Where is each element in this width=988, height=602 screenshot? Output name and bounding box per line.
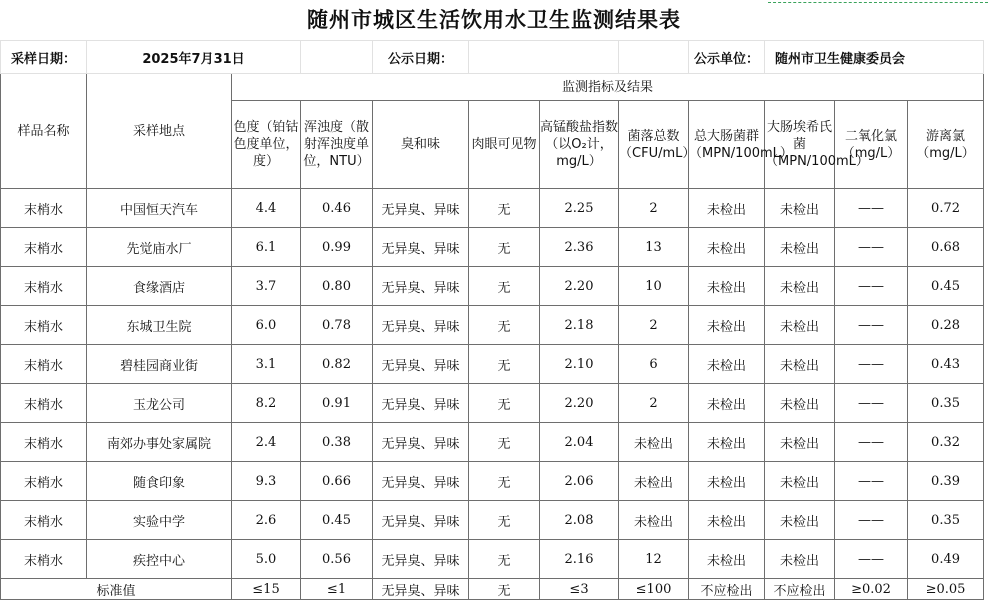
cell-visible-matter: 无 [469,462,540,501]
cell-colony-count: 6 [619,345,689,384]
cell-odor: 无异臭、异味 [373,267,469,306]
cell-location: 玉龙公司 [87,384,232,423]
cell-free-chlorine: 0.32 [908,423,984,462]
standard-value: ≤15 [232,579,301,600]
cell-total-coliforms: 未检出 [689,228,765,267]
header-indicator-free-chlorine: 游离氯（mg/L） [908,101,984,189]
table-row [1,423,984,462]
cell-free-chlorine: 0.43 [908,345,984,384]
cell-turbidity: 0.82 [301,345,373,384]
cell-permanganate: 2.20 [540,384,619,423]
cell-free-chlorine: 0.68 [908,228,984,267]
cell-color: 2.4 [232,423,301,462]
publish-unit-label: 公示单位： [689,41,765,74]
publish-date-label: 公示日期： [373,41,469,74]
cell-chlorine-dioxide: —— [835,423,908,462]
cell-turbidity: 0.38 [301,423,373,462]
cell-total-coliforms: 未检出 [689,306,765,345]
standard-value: 不应检出 [765,579,835,600]
cell-color: 5.0 [232,540,301,579]
data-rows [1,189,984,579]
cell-odor: 无异臭、异味 [373,540,469,579]
table-row [1,267,984,306]
cell-color: 6.1 [232,228,301,267]
cell-location: 实验中学 [87,501,232,540]
cell-colony-count: 13 [619,228,689,267]
cell-e-coli: 未检出 [765,345,835,384]
cell-sample-name: 末梢水 [1,384,87,423]
cell-total-coliforms: 未检出 [689,423,765,462]
table-row [1,306,984,345]
cell-e-coli: 未检出 [765,501,835,540]
cell-e-coli: 未检出 [765,384,835,423]
standard-label: 标准值 [1,579,232,600]
cell-visible-matter: 无 [469,267,540,306]
cell-permanganate: 2.10 [540,345,619,384]
cell-e-coli: 未检出 [765,306,835,345]
standard-value: ≤3 [540,579,619,600]
standard-value: ≥0.05 [908,579,984,600]
cell-turbidity: 0.56 [301,540,373,579]
cell-colony-count: 未检出 [619,462,689,501]
table-row [1,540,984,579]
cell-total-coliforms: 未检出 [689,267,765,306]
cell-free-chlorine: 0.39 [908,462,984,501]
standard-value: 不应检出 [689,579,765,600]
table-row [1,189,984,228]
cell-free-chlorine: 0.35 [908,384,984,423]
table-row [1,501,984,540]
header-group-row [1,74,984,101]
cell-permanganate: 2.06 [540,462,619,501]
cell-location: 先觉庙水厂 [87,228,232,267]
cell-visible-matter: 无 [469,540,540,579]
cell-total-coliforms: 未检出 [689,189,765,228]
cell-chlorine-dioxide: —— [835,306,908,345]
cell-color: 3.1 [232,345,301,384]
cell-visible-matter: 无 [469,501,540,540]
cell-permanganate: 2.25 [540,189,619,228]
standard-value: 无 [469,579,540,600]
cell-e-coli: 未检出 [765,540,835,579]
cell-color: 2.6 [232,501,301,540]
cell-color: 4.4 [232,189,301,228]
cell-free-chlorine: 0.72 [908,189,984,228]
cell-visible-matter: 无 [469,306,540,345]
info-empty-cell [301,41,373,74]
cell-e-coli: 未检出 [765,228,835,267]
cell-permanganate: 2.36 [540,228,619,267]
cell-location: 南郊办事处家属院 [87,423,232,462]
standard-value: ≤1 [301,579,373,600]
cell-sample-name: 末梢水 [1,267,87,306]
standard-value: ≤100 [619,579,689,600]
cell-location: 食缘酒店 [87,267,232,306]
cell-permanganate: 2.04 [540,423,619,462]
cell-sample-name: 末梢水 [1,462,87,501]
cell-e-coli: 未检出 [765,462,835,501]
cell-chlorine-dioxide: —— [835,501,908,540]
publish-unit-value: 随州市卫生健康委员会 [765,41,984,74]
cell-total-coliforms: 未检出 [689,384,765,423]
cell-odor: 无异臭、异味 [373,228,469,267]
table-row [1,228,984,267]
cell-color: 9.3 [232,462,301,501]
cell-visible-matter: 无 [469,384,540,423]
cell-free-chlorine: 0.45 [908,267,984,306]
cell-chlorine-dioxide: —— [835,228,908,267]
cell-location: 中国恒天汽车 [87,189,232,228]
cell-sample-name: 末梢水 [1,189,87,228]
header-indicator-permanganate: 高锰酸盐指数（以O₂计，mg/L） [540,101,619,189]
cell-location: 东城卫生院 [87,306,232,345]
header-indicator-group: 监测指标及结果 [232,74,984,101]
cell-turbidity: 0.91 [301,384,373,423]
cell-permanganate: 2.20 [540,267,619,306]
cell-total-coliforms: 未检出 [689,345,765,384]
cell-visible-matter: 无 [469,423,540,462]
header-location: 采样地点 [87,74,232,189]
info-row [1,41,984,74]
cell-location: 疾控中心 [87,540,232,579]
cell-chlorine-dioxide: —— [835,384,908,423]
cell-chlorine-dioxide: —— [835,462,908,501]
header-indicator-turbidity: 浑浊度（散射浑浊度单位，NTU） [301,101,373,189]
cell-colony-count: 未检出 [619,423,689,462]
info-empty-cell [619,41,689,74]
cell-turbidity: 0.99 [301,228,373,267]
header-sample-name: 样品名称 [1,74,87,189]
cell-color: 6.0 [232,306,301,345]
table-row [1,345,984,384]
cell-visible-matter: 无 [469,228,540,267]
cell-free-chlorine: 0.49 [908,540,984,579]
cell-color: 3.7 [232,267,301,306]
cell-odor: 无异臭、异味 [373,501,469,540]
cell-total-coliforms: 未检出 [689,540,765,579]
cell-chlorine-dioxide: —— [835,189,908,228]
cell-odor: 无异臭、异味 [373,345,469,384]
report-title: 随州市城区生活饮用水卫生监测结果表 [307,7,681,32]
cell-colony-count: 未检出 [619,501,689,540]
cell-e-coli: 未检出 [765,189,835,228]
cell-sample-name: 末梢水 [1,228,87,267]
cell-turbidity: 0.45 [301,501,373,540]
standard-value: ≥0.02 [835,579,908,600]
cell-permanganate: 2.18 [540,306,619,345]
cell-sample-name: 末梢水 [1,345,87,384]
cell-visible-matter: 无 [469,345,540,384]
cell-location: 随食印象 [87,462,232,501]
cell-free-chlorine: 0.35 [908,501,984,540]
header-indicator-colony-count: 菌落总数（CFU/mL） [619,101,689,189]
cell-color: 8.2 [232,384,301,423]
header-indicator-odor: 臭和味 [373,101,469,189]
cell-turbidity: 0.46 [301,189,373,228]
cell-selection-marker [768,0,988,3]
cell-odor: 无异臭、异味 [373,384,469,423]
cell-odor: 无异臭、异味 [373,423,469,462]
cell-total-coliforms: 未检出 [689,501,765,540]
cell-visible-matter: 无 [469,189,540,228]
cell-odor: 无异臭、异味 [373,462,469,501]
cell-turbidity: 0.78 [301,306,373,345]
cell-sample-name: 末梢水 [1,423,87,462]
header-indicator-color: 色度（铂钴色度单位，度） [232,101,301,189]
cell-colony-count: 2 [619,189,689,228]
cell-permanganate: 2.16 [540,540,619,579]
cell-colony-count: 12 [619,540,689,579]
cell-turbidity: 0.66 [301,462,373,501]
header-indicator-visible-matter: 肉眼可见物 [469,101,540,189]
cell-colony-count: 2 [619,306,689,345]
cell-turbidity: 0.80 [301,267,373,306]
sample-date-label: 采样日期： [1,41,87,74]
standard-value: 无异臭、异味 [373,579,469,600]
cell-total-coliforms: 未检出 [689,462,765,501]
table-row [1,462,984,501]
header-indicator-total-coliforms: 总大肠菌群（MPN/100mL） [689,101,765,189]
cell-sample-name: 末梢水 [1,306,87,345]
cell-e-coli: 未检出 [765,267,835,306]
sample-date-value: 2025年7月31日 [87,41,301,74]
cell-sample-name: 末梢水 [1,540,87,579]
cell-colony-count: 2 [619,384,689,423]
cell-odor: 无异臭、异味 [373,306,469,345]
cell-chlorine-dioxide: —— [835,267,908,306]
header-indicator-e-coli: 大肠埃希氏菌（MPN/100mL） [765,101,835,189]
cell-odor: 无异臭、异味 [373,189,469,228]
cell-permanganate: 2.08 [540,501,619,540]
standard-row [1,579,984,600]
table-row [1,384,984,423]
header-indicator-chlorine-dioxide: 二氧化氯（mg/L） [835,101,908,189]
cell-chlorine-dioxide: —— [835,540,908,579]
cell-location: 碧桂园商业街 [87,345,232,384]
monitoring-table [0,40,984,600]
cell-chlorine-dioxide: —— [835,345,908,384]
cell-sample-name: 末梢水 [1,501,87,540]
cell-free-chlorine: 0.28 [908,306,984,345]
cell-colony-count: 10 [619,267,689,306]
cell-e-coli: 未检出 [765,423,835,462]
publish-date-value [469,41,619,74]
